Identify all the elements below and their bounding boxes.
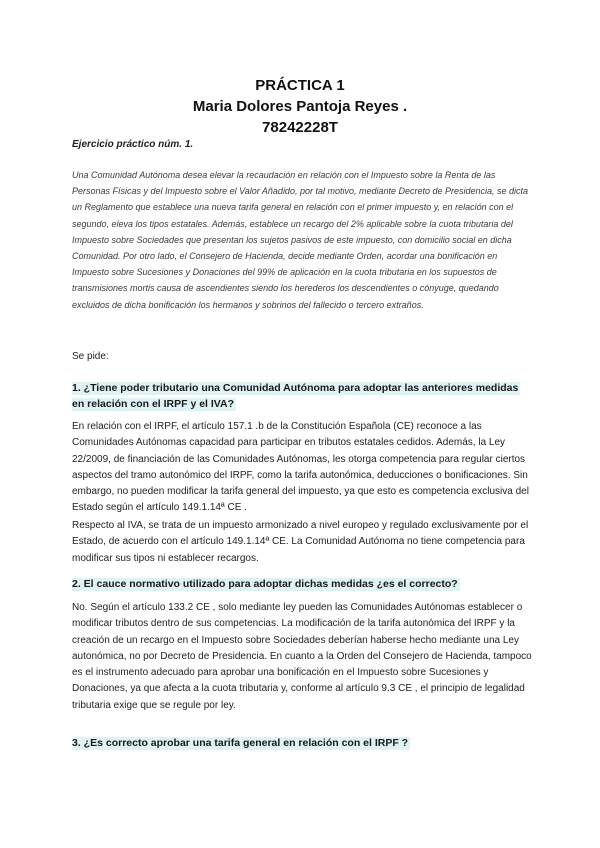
se-pide-label: Se pide: [72,351,109,362]
answer-2-paragraph-1: No. Según el artículo 133.2 CE , solo mediante ley pueden las Comunidades Autónomas establecer o modificar tributos dentro de sus competencias. La modificación de la tarifa autonómica del IRPF y la creación de un recargo en el Impuesto sobre Sociedades deberían haberse hecho mediante una Ley autonómica, no por Decreto de Presidencia. En cuanto a la Orden del Consejero de Hacienda, tampoco es el instrumento adecuado para aprobar una bonificación en el Impuesto sobre Sucesiones y Donaciones, ya que afecta a la cuota tributaria y, conforme al artículo 9.3 CE , el principio de legalidad tributaria exige que se regule por ley. [72,602,532,711]
question-2-title: 2. El cauce normativo utilizado para adoptar dichas medidas ¿es el correcto? [72,578,458,590]
question-1-title: 1. ¿Tiene poder tributario una Comunidad Autónoma para adoptar las anteriores medidas en relación con el IRPF y el IVA? [72,382,519,411]
exercise-statement: Una Comunidad Autónoma desea elevar la recaudación en relación con el Impuesto sobre la Renta de las Personas Físicas y del Impuesto sobre el Valor Añadido, por tal motivo, mediante Decreto de Presidencia, se dicta un Reglamento que establece una nueva tarifa general en relación con el primer impuesto y, en relación con el segundo, eleva los tipos estatales. Además, establece un recargo del 2% aplicable sobre la cuota tributaria del Impuesto sobre Sociedades que presentan los sujetos pasivos de este impuesto, con domicilio social en dicha Comunidad. Por otro lado, el Consejero de Hacienda, decide mediante Orden, acordar una bonificación en Impuesto sobre Sucesiones y Donaciones del 99% de aplicación en la cuota tributaria en los supuestos de transmisiones mortis causa de ascendientes siendo los herederos los descendientes o cónyuge, quedando excluidos de dicha bonificación los hermanos y sobrinos del fallecido o tercero extraños. [72,170,529,310]
question-2 [72,576,530,592]
author-name: Maria Dolores Pantoja Reyes . [192,98,408,115]
document-header [0,75,600,138]
id-number: 78242228T [262,119,338,136]
document-title: PRÁCTICA 1 [255,77,345,94]
question-3 [72,735,530,751]
exercise-label: Ejercicio práctico núm. 1. [72,139,194,150]
question-3-title: 3. ¿Es correcto aprobar una tarifa general en relación con el IRPF ? [72,737,409,749]
answer-1-paragraph-2: Respecto al IVA, se trata de un impuesto armonizado a nivel europeo y regulado exclusivamente por el Estado, de acuerdo con el artículo 149.1.14ª CE. La Comunidad Autónoma no tiene competencia para modificar sus tipos ni establecer recargos. [72,520,529,564]
answer-1-paragraph-1: En relación con el IRPF, el artículo 157.1 .b de la Constitución Española (CE) reconoce a las Comunidades Autónomas capacidad para participar en tributos estatales cedidos. Además, la Ley 22/2009, de financiación de las Comunidades Autónomas, les otorga competencia para regular ciertos aspectos del tramo autonómico del IRPF, como la tarifa autonómica, deducciones o bonificaciones. Sin embargo, no pueden modificar la tarifa general del impuesto, ya que esto es competencia exclusiva del Estado según el artículo 149.1.14ª CE . [72,421,529,514]
question-1 [72,380,530,413]
